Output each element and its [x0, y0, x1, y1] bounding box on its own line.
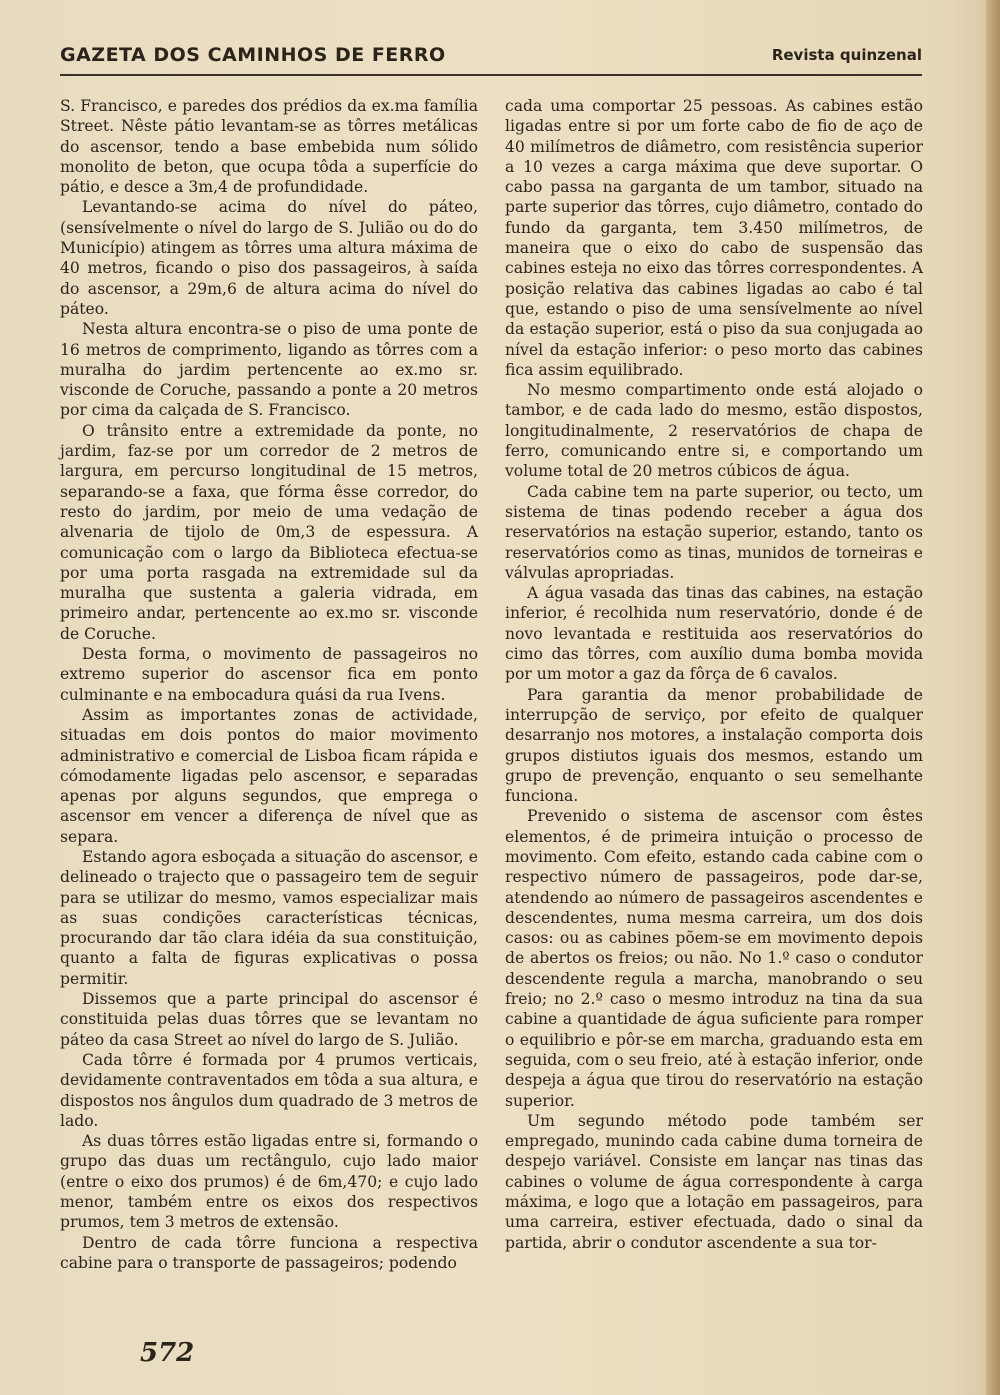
- paragraph: Levantando-se acima do nível do páteo, (sensívelmente o nível do largo de S. Julião ou do do Município) atingem as tôrres uma altura máxima de 40 metros, ficando o piso dos passageiros, à saída do ascensor, a 29m,6 de altura acima do nível do páteo.: [60, 198, 478, 318]
- paragraph: Um segundo método pode também ser empregado, munindo cada cabine duma torneira de despejo variável. Consiste em lançar nas tinas das cabines o volume de água correspondente à carga máxima, e logo que a lotação em passageiros, para uma carreira, estiver efectuada, dado o sinal da partida, abrir o condutor ascendente a sua tor-: [505, 1111, 923, 1252]
- paragraph: cada uma comportar 25 pessoas. As cabines estão ligadas entre si por um forte cabo de fio de aço de 40 milímetros de diâmetro, com resistência superior a 10 vezes a carga máxima que deve suportar. O cabo passa na garganta de um tambor, situado na parte superior das tôrres, cujo diâmetro, contado do fundo da garganta, tem 3.450 milímetros, de maneira que o eixo do cabo de suspensão das cabines esteja no eixo das tôrres correspondentes. A posição relativa das cabines ligadas ao cabo é tal que, estando o piso de uma sensívelmente ao nível da estação superior, está o piso da sua conjugada ao nível da estação inferior: o peso morto das cabines fica assim equilibrado.: [505, 97, 923, 379]
- left-column: [60, 96, 478, 1273]
- paragraph: Prevenido o sistema de ascensor com êstes elementos, é de primeira intuição o processo de movimento. Com efeito, estando cada cabine com o respectivo número de passageiros, pode dar-se, atendendo ao número de passageiros ascendentes e descendentes, numa mesma carreira, um dos dois casos: ou as cabines põem-se em movimento depois de abertos os freios; ou não. No 1.º caso o condutor descendente regula a marcha, manobrando o seu freio; no 2.º caso o mesmo introduz na tina da sua cabine a quantidade de água suficiente para romper o equilibrio e pôr-se em marcha, graduando esta em seguida, com o seu freio, até à estação inferior, onde despeja a água que tirou do reservatório na estação superior.: [505, 807, 923, 1110]
- journal-subtitle: Revista quinzenal: [771, 46, 922, 64]
- paragraph: Assim as importantes zonas de actividade, situadas em dois pontos do maior movimento administrativo e comercial de Lisboa ficam rápida e cómodamente ligadas pelo ascensor, e separadas apenas por alguns segundos, que emprega o ascensor em vencer a diferença de nível que as separa.: [60, 705, 478, 846]
- page-number: 572: [140, 1338, 195, 1368]
- paragraph: Nesta altura encontra-se o piso de uma ponte de 16 metros de comprimento, ligando as tôrres com a muralha do jardim pertencente ao ex.mo sr. visconde de Coruche, passando a ponte a 20 metros por cima da calçada de S. Francisco.: [60, 320, 478, 420]
- running-header: [60, 44, 922, 76]
- paragraph: Dentro de cada tôrre funciona a respectiva cabine para o transporte de passageiros; podendo: [60, 1233, 478, 1272]
- paragraph: Dissemos que a parte principal do ascensor é constituida pelas duas tôrres que se levantam no páteo da casa Street ao nível do largo de S. Julião.: [60, 990, 478, 1049]
- paragraph: A água vasada das tinas das cabines, na estação inferior, é recolhida num reservatório, donde é de novo levantada e restituida aos reservatórios do cimo das tôrres, com auxílio duma bomba movida por um motor a gaz da fôrça de 6 cavalos.: [505, 584, 923, 684]
- right-column: [505, 96, 923, 1253]
- page-edge-shadow: [986, 0, 1000, 1395]
- paragraph: Cada tôrre é formada por 4 prumos verticais, devidamente contraventados em tôda a sua altura, e dispostos nos ângulos dum quadrado de 3 metros de lado.: [60, 1050, 478, 1130]
- paragraph: Cada cabine tem na parte superior, ou tecto, um sistema de tinas podendo receber a água dos reservatórios na estação superior, estando, tanto os reservatórios como as tinas, munidos de torneiras e válvulas apropriadas.: [505, 482, 923, 582]
- journal-title: GAZETA DOS CAMINHOS DE FERRO: [60, 44, 446, 66]
- paragraph: Desta forma, o movimento de passageiros no extremo superior do ascensor fica em ponto culminante e na embocadura quási da rua Ivens.: [60, 645, 478, 704]
- paragraph: Para garantia da menor probabilidade de interrupção de serviço, por efeito de qualquer desarranjo nos motores, a instalação comporta dois grupos distiutos iguais dos mesmos, estando um grupo de prevenção, enquanto o seu semelhante funciona.: [505, 685, 923, 806]
- paragraph: As duas tôrres estão ligadas entre si, formando o grupo das duas um rectângulo, cujo lado maior (entre o eixo dos prumos) é de 6m,470; e cujo lado menor, também entre os eixos dos respectivos prumos, tem 3 metros de extensão.: [60, 1132, 478, 1232]
- paragraph: O trânsito entre a extremidade da ponte, no jardim, faz-se por um corredor de 2 metros de largura, em percurso longitudinal de 15 metros, separando-se a faxa, que fórma êsse corredor, do resto do jardim, por meio de uma vedação de alvenaria de tijolo de 0m,3 de espessura. A comunicação com o largo da Biblioteca efectua-se por uma porta rasgada na extremidade sul da muralha que sustenta a galeria vidrada, em primeiro andar, pertencente ao ex.mo sr. visconde de Coruche.: [60, 421, 478, 643]
- paragraph: Estando agora esboçada a situação do ascensor, e delineado o trajecto que o passageiro tem de seguir para se utilizar do mesmo, vamos especializar mais as suas condições características técnicas, procurando dar tão clara idéia da sua constituição, quanto a falta de figuras explicativas o possa permitir.: [60, 847, 478, 988]
- paragraph: S. Francisco, e paredes dos prédios da ex.ma família Street. Nêste pátio levantam-se as tôrres metálicas do ascensor, tendo a base embebida num sólido monolito de beton, que ocupa tôda a superfície do pátio, e desce a 3m,4 de profundidade.: [60, 97, 478, 197]
- paragraph: No mesmo compartimento onde está alojado o tambor, e de cada lado do mesmo, estão dispostos, longitudinalmente, 2 reservatórios de chapa de ferro, comunicando entre si, e comportando um volume total de 20 metros cúbicos de água.: [505, 381, 923, 481]
